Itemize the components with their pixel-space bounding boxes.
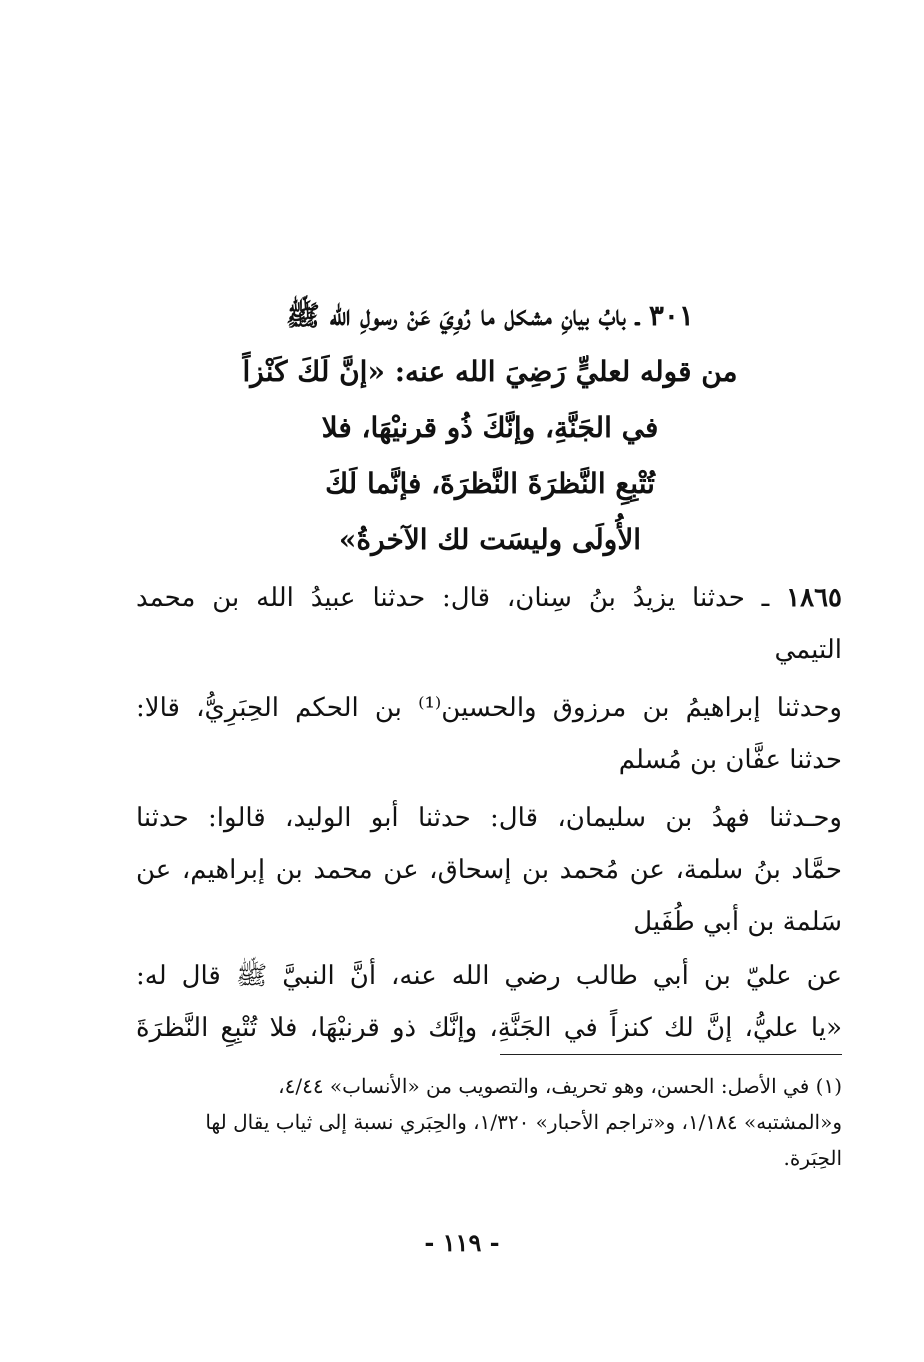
matn-line: «يا عليُّ، إنَّ لك كنزاً في الجَنَّةِ، وإنَّك ذو قرنيْهَا، فلا تُتْبِعِ النَّظرَةَ [136, 1013, 842, 1043]
hadith-isnad-3 [136, 792, 842, 948]
isnad-line: حدثنا عفَّان بن مُسلم [618, 745, 842, 775]
chapter-heading-line: تُتْبِعِ النَّظرَةَ النَّظرَةَ، فإنَّما لَكَ [325, 467, 655, 500]
footnote-line: الحِبَرة. [783, 1146, 842, 1170]
page-number: - ١١٩ - [424, 1228, 500, 1257]
chapter-heading [140, 288, 840, 568]
chapter-heading-line: الأُولَى وليسَت لك الآخرةُ» [338, 523, 642, 556]
isnad-line: وحدثنا إبراهيمُ بن مرزوق والحسين⁽¹⁾ بن الحكم الحِبَرِيُّ، قالا: [136, 693, 842, 723]
footnote-line: (١) في الأصل: الحسن، وهو تحريف، والتصويب من «الأنساب» ٤/٤٤، [278, 1074, 842, 1098]
hadith-isnad-1 [136, 572, 842, 676]
hadith-isnad-2 [136, 682, 842, 786]
chapter-heading-line: ٣٠١ ـ بابُ بيانِ مشكل ما رُوِيَ عَنْ رسولِ الله ﷺ [286, 299, 694, 332]
footnote-line: و«المشتبه» ١/١٨٤، و«تراجم الأحبار» ١/٣٢٠، والحِبَري نسبة إلى ثياب يقال لها [205, 1110, 842, 1134]
chapter-heading-line: من قوله لعليٍّ رَضِيَ الله عنه: «إنَّ لَكَ كَنْزاً [242, 355, 738, 388]
footnote [136, 1068, 842, 1176]
isnad-line: سَلمة بن أبي طُفَيل [633, 907, 842, 937]
footnote-divider [500, 1054, 842, 1055]
isnad-line: التيمي [774, 635, 842, 665]
isnad-line [136, 572, 842, 624]
matn-line: عن عليّ بن أبي طالب رضي الله عنه، أنَّ النبيَّ ﷺ قال له: [136, 961, 842, 991]
isnad-text: ـ حدثنا يزيدُ بنُ سِنان، قال: حدثنا عبيدُ الله بن محمد [136, 583, 770, 613]
isnad-line: وحـدثنا فهدُ بن سليمان، قال: حدثنا أبو الوليد، قالوا: حدثنا [136, 803, 842, 833]
chapter-heading-line: في الجَنَّةِ، وإنَّكَ ذُو قرنيْهَا، فلا [321, 411, 659, 444]
isnad-line: حمَّاد بنُ سلمة، عن مُحمد بن إسحاق، عن محمد بن إبراهيم، عن [136, 855, 842, 885]
hadith-matn [136, 950, 842, 1054]
hadith-number: ١٨٦٥ [786, 583, 842, 613]
